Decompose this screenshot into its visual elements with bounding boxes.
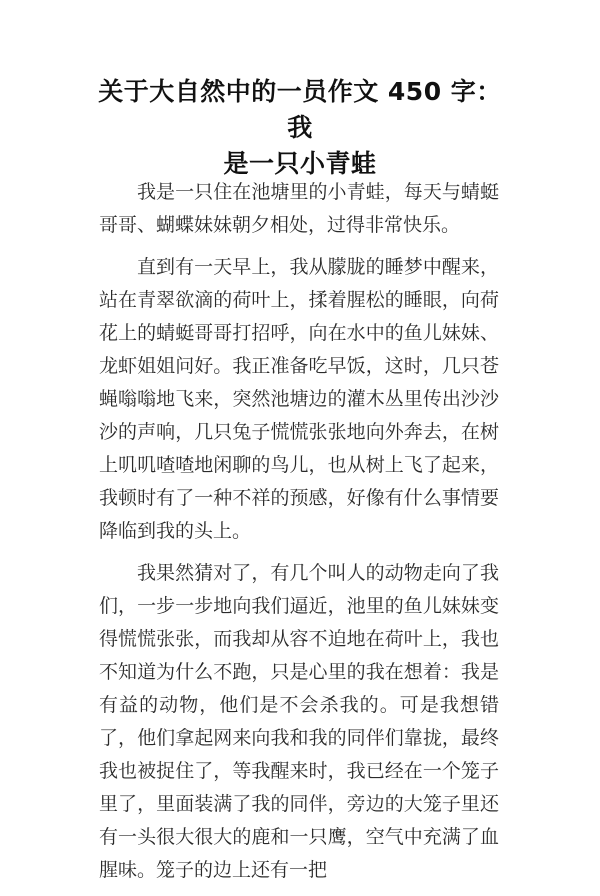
page-title (90, 74, 510, 182)
paragraph-3: 我果然猜对了，有几个叫人的动物走向了我们，一步一步地向我们逼近，池里的鱼儿妹妹变得慌慌张张，而我却从容不迫地在荷叶上，我也不知道为什么不跑，只是心里的我在想着：我是有益的动物，他们是不会杀我的。可是我想错了，他们拿起网来向我和我的同伴们靠拢，最终我也被捉住了，等我醒来时，我已经在一个笼子里了，里面装满了我的同伴，旁边的大笼子里还有一头很大很大的鹿和一只鹰，空气中充满了血腥味。笼子的边上还有一把 (99, 562, 499, 881)
title-line-2: 是一只小青蛙 (223, 149, 377, 178)
paragraph-1: 我是一只住在池塘里的小青蛙，每天与蜻蜓哥哥、蝴蝶妹妹朝夕相处，过得非常快乐。 (99, 181, 499, 236)
title-line-1: 关于大自然中的一员作文 450 字：我 (98, 77, 502, 142)
essay-body (99, 176, 499, 896)
paragraph-2: 直到有一天早上，我从朦胧的睡梦中醒来，站在青翠欲滴的荷叶上，揉着腥松的睡眼，向荷花上的蜻蜓哥哥打招呼，向在水中的鱼儿妹妹、龙虾姐姐问好。我正准备吃早饭，这时，几只苍蝇嗡嗡地飞来，突然池塘边的灌木丛里传出沙沙沙的声响，几只兔子慌慌张张地向外奔去，在树上叽叽喳喳地闲聊的鸟儿，也从树上飞了起来，我顿时有了一种不祥的预感，好像有什么事情要降临到我的头上。 (99, 256, 499, 542)
